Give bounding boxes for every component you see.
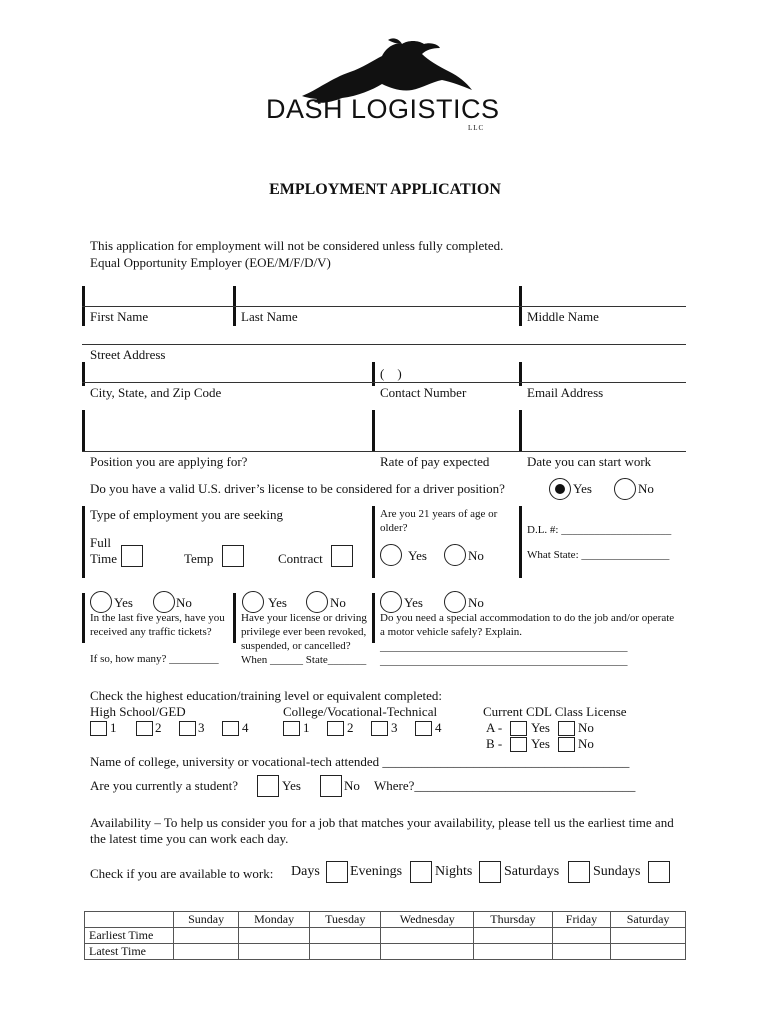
contact-number-label: Contact Number [380,385,467,400]
sundays-checkbox[interactable] [648,861,670,883]
age-no-label: No [468,548,484,563]
age-question: Are you 21 years of age or older? [380,508,498,534]
days-checkbox[interactable] [326,861,348,883]
contract-label: Contract [278,551,323,566]
hs-level-4-label: 4 [242,720,249,735]
street-address-field[interactable] [86,326,686,344]
city-line [82,382,686,383]
accommodation-question: Do you need a special accommodation to do the job and/or operate a motor vehicle safely? Explain. [380,612,675,638]
schedule-cell[interactable] [552,944,610,960]
first-name-field[interactable] [86,287,230,305]
college-level-2-checkbox[interactable] [327,721,344,736]
field-marker [372,410,375,452]
schedule-cell[interactable] [381,944,474,960]
rate-of-pay-label: Rate of pay expected [380,454,490,469]
page-title: EMPLOYMENT APPLICATION [269,181,501,198]
revoked-no-label: No [330,595,346,610]
cdl-a-no-checkbox[interactable] [558,721,575,736]
schedule-day-header: Friday [552,912,610,928]
schedule-cell[interactable] [611,944,686,960]
city-state-zip-field[interactable] [86,364,369,382]
field-marker [82,410,85,452]
rate-of-pay-field[interactable] [376,412,516,450]
license-yes-label: Yes [573,481,592,496]
block-marker [372,506,375,578]
block-marker [233,593,236,643]
middle-name-field[interactable] [523,287,686,305]
tickets-followup[interactable]: If so, how many? _________ [90,653,219,665]
accommodation-no-radio[interactable] [444,591,466,613]
street-address-line [82,344,686,345]
tickets-yes-radio[interactable] [90,591,112,613]
college-level-2-label: 2 [347,720,354,735]
availability-check-label: Check if you are available to work: [90,866,274,881]
college-label: College/Vocational-Technical [283,704,438,719]
saturdays-checkbox[interactable] [568,861,590,883]
table-row [85,944,686,960]
field-marker [519,410,522,452]
position-label: Position you are applying for? [90,454,248,469]
table-row [85,928,686,944]
cdl-a-no-label: No [578,720,594,735]
city-label: City, State, and Zip Code [90,385,222,400]
earliest-time-label: Earliest Time [85,928,174,944]
temp-label: Temp [184,551,214,566]
schedule-day-header: Saturday [611,912,686,928]
position-field[interactable] [86,412,369,450]
cdl-b-no-checkbox[interactable] [558,737,575,752]
days-label: Days [291,864,320,879]
dl-number[interactable]: D.L. #: ____________________ [527,524,672,536]
accommodation-yes-label: Yes [404,595,423,610]
age-no-radio[interactable] [444,544,466,566]
accommodation-line-2[interactable]: _____________________________________________ [380,655,628,667]
accommodation-yes-radio[interactable] [380,591,402,613]
age-yes-label: Yes [408,548,427,563]
schedule-cell[interactable] [611,928,686,944]
schedule-cell[interactable] [239,944,310,960]
nights-checkbox[interactable] [479,861,501,883]
start-date-label: Date you can start work [527,454,652,469]
schedule-table [84,911,686,960]
student-yes-checkbox[interactable] [257,775,279,797]
time-label: Time [90,551,117,566]
schedule-cell[interactable] [381,928,474,944]
cdl-b-yes-label: Yes [531,736,550,751]
schedule-cell[interactable] [474,944,553,960]
street-address-label: Street Address [90,347,166,362]
schedule-cell[interactable] [474,928,553,944]
hs-level-1-label: 1 [110,720,117,735]
age-yes-radio[interactable] [380,544,402,566]
hs-level-3-checkbox[interactable] [179,721,196,736]
middle-name-label: Middle Name [527,309,599,324]
high-school-label: High School/GED [90,704,186,719]
cdl-b-label: B - [486,736,503,751]
revoked-question: Have your license or driving privilege ever been revoked, suspended, or cancelled? When ______ State_______ [241,612,367,666]
logo-sub: LLC [468,124,485,132]
college-level-3-checkbox[interactable] [371,721,388,736]
sundays-label: Sundays [593,864,641,879]
hs-level-3-label: 3 [198,720,205,735]
schedule-day-header: Wednesday [381,912,474,928]
hs-level-4-checkbox[interactable] [222,721,239,736]
student-no-checkbox[interactable] [320,775,342,797]
nights-label: Nights [435,864,473,879]
hs-level-1-checkbox[interactable] [90,721,107,736]
availability-paragraph: Availability – To help us consider you for a job that matches your availability, please tell us the earliest time and the latest time you can work each day. [90,815,674,846]
student-label: Are you currently a student? [90,778,239,793]
student-where-field[interactable]: Where?__________________________________ [374,778,636,793]
name-underline [82,306,686,307]
college-level-1-checkbox[interactable] [283,721,300,736]
college-level-3-label: 3 [391,720,398,735]
revoked-no-radio[interactable] [306,591,328,613]
latest-time-label: Latest Time [85,944,174,960]
tickets-no-radio[interactable] [153,591,175,613]
email-label: Email Address [527,385,604,400]
position-line [82,451,686,452]
phone-prefix[interactable]: ( ) [380,366,402,381]
intro-line-1: This application for employment will not be considered unless fully completed. [90,238,504,253]
schedule-corner-cell [85,912,174,928]
license-no-radio[interactable] [614,478,636,500]
full-time-checkbox[interactable] [121,545,143,567]
full-label: Full [90,535,111,550]
dl-state[interactable]: What State: ________________ [527,549,670,561]
evenings-label: Evenings [350,864,403,879]
schedule-day-header: Tuesday [310,912,381,928]
schedule-cell[interactable] [310,944,381,960]
block-marker [82,506,85,578]
student-yes-label: Yes [282,778,301,793]
schedule-day-header: Thursday [474,912,553,928]
license-yes-radio[interactable] [549,478,571,500]
license-question: Do you have a valid U.S. driver’s license to be considered for a driver position? [90,481,505,496]
cdl-label: Current CDL Class License [483,704,627,719]
college-level-4-checkbox[interactable] [415,721,432,736]
college-level-4-label: 4 [435,720,442,735]
cdl-b-no-label: No [578,736,594,751]
hs-level-2-checkbox[interactable] [136,721,153,736]
hs-level-2-label: 2 [155,720,162,735]
cdl-a-yes-checkbox[interactable] [510,721,527,736]
education-label: Check the highest education/training level or equivalent completed: [90,688,442,703]
schedule-day-header: Sunday [174,912,239,928]
temp-checkbox[interactable] [222,545,244,567]
cdl-a-label: A - [486,720,503,735]
schedule-cell[interactable] [174,944,239,960]
schedule-cell[interactable] [552,928,610,944]
college-name-field[interactable]: Name of college, university or vocational-tech attended ______________________________________ [90,754,630,769]
email-field[interactable] [523,364,686,382]
schedule-header-row [85,912,686,928]
schedule-day-header: Monday [239,912,310,928]
cdl-b-yes-checkbox[interactable] [510,737,527,752]
block-marker [519,506,522,578]
saturdays-label: Saturdays [504,864,560,879]
start-date-field[interactable] [523,412,686,450]
tickets-yes-label: Yes [114,595,133,610]
accommodation-line-1[interactable]: _____________________________________________ [380,641,628,653]
student-no-label: No [344,778,360,793]
evenings-checkbox[interactable] [410,861,432,883]
first-name-label: First Name [90,309,149,324]
logo [262,38,502,133]
employment-type-label: Type of employment you are seeking [90,507,283,522]
tickets-question: In the last five years, have you received any traffic tickets? [90,612,225,638]
schedule-cell[interactable] [310,928,381,944]
license-no-label: No [638,481,654,496]
tickets-no-label: No [176,595,192,610]
block-marker [372,593,375,643]
schedule-cell[interactable] [174,928,239,944]
schedule-cell[interactable] [239,928,310,944]
accommodation-no-label: No [468,595,484,610]
contract-checkbox[interactable] [331,545,353,567]
logo-name: DASH LOGISTICS [266,94,500,124]
block-marker [82,593,85,643]
revoked-yes-radio[interactable] [242,591,264,613]
cdl-a-yes-label: Yes [531,720,550,735]
revoked-yes-label: Yes [268,595,287,610]
intro-line-2: Equal Opportunity Employer (EOE/M/F/D/V) [90,255,331,270]
last-name-label: Last Name [241,309,298,324]
last-name-field[interactable] [237,287,516,305]
college-level-1-label: 1 [303,720,310,735]
